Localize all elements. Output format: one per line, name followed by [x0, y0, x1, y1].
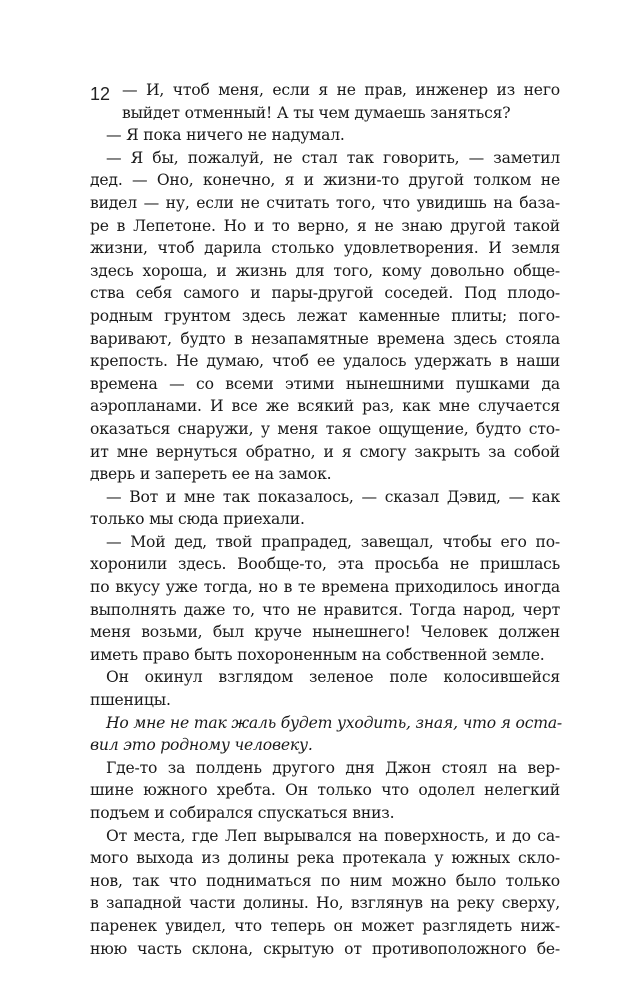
text-line: ре в Лепетоне. Но и то верно, я не знаю другой такой: [90, 216, 560, 235]
text-line: вил это родному человеку.: [90, 736, 313, 755]
text-line: крепость. Не думаю, чтоб ее удалось удержать в наши: [90, 352, 560, 371]
text-line: мого выхода из долины река протекала у южных скло-: [90, 849, 560, 868]
text-line: хоронили здесь. Вообще-то, эта просьба не пришлась: [90, 555, 560, 574]
text-line: паренек увидел, что теперь он может разглядеть ниж-: [90, 916, 560, 935]
text-line: подъем и собирался спускаться вниз.: [90, 804, 395, 822]
text-line: времена — со всеми этими нынешними пушками да: [90, 374, 560, 393]
text-line: выйдет отменный! А ты чем думаешь заняться?: [122, 103, 511, 122]
text-line: — Вот и мне так показалось, — сказал Дэвид, — как: [106, 487, 560, 506]
text-line: пшеницы.: [90, 691, 171, 710]
body-text: [90, 79, 560, 960]
text-line: меня возьми, был круче нынешнего! Человек должен: [90, 623, 560, 642]
text-line: в западной части долины. Но, взглянув на реку сверху,: [90, 894, 560, 913]
text-line: дверь и запереть ее на замок.: [90, 465, 332, 484]
text-line: шине южного хребта. Он только что одолел нелегкий: [90, 781, 560, 800]
text-line: здесь хороша, и жизнь для того, кому довольно обще-: [90, 261, 560, 280]
text-line: иметь право быть похороненным на собственной земле.: [90, 645, 545, 664]
text-line: ства себя самого и пары-другой соседей. Под плодо-: [90, 284, 560, 303]
text-line: родным грунтом здесь лежат каменные плиты; пого-: [90, 306, 560, 325]
text-line: ит мне вернуться обратно, и я смогу закрыть за собой: [90, 442, 560, 461]
text-line: видел — ну, если не считать того, что увидишь на база-: [90, 193, 560, 212]
page-number: 12: [90, 84, 111, 104]
text-line: Он окинул взглядом зеленое поле колосившейся: [106, 668, 560, 687]
text-line: нов, так что подниматься по ним можно было только: [90, 871, 560, 890]
text-line: дед. — Оно, конечно, я и жизни-то другой толком не: [90, 171, 560, 190]
text-line: варивают, будто в незапамятные времена здесь стояла: [90, 329, 560, 348]
text-line: — Я пока ничего не надумал.: [106, 126, 345, 145]
text-line: — И, чтоб меня, если я не прав, инженер из него: [122, 81, 560, 99]
text-line: Но мне не так жаль будет уходить, зная, что я оста-: [106, 713, 562, 732]
text-line: аэропланами. И все же всякий раз, как мне случается: [90, 397, 560, 416]
text-line: — Я бы, пожалуй, не стал так говорить, — заметил: [106, 148, 560, 167]
text-line: жизни, чтоб дарила столько удовлетворения. И земля: [90, 239, 560, 258]
text-line: по вкусу уже тогда, но в те времена приходилось иногда: [90, 578, 560, 597]
text-line: выполнять даже то, что не нравится. Тогда народ, черт: [90, 600, 560, 619]
text-line: От места, где Леп вырывался на поверхность, и до са-: [106, 826, 560, 845]
text-line: Где-то за полдень другого дня Джон стоял на вер-: [106, 758, 560, 777]
text-line: оказаться снаружи, у меня такое ощущение, будто сто-: [90, 419, 560, 438]
text-line: только мы сюда приехали.: [90, 510, 305, 529]
text-line: нюю часть склона, скрытую от противоположного бе-: [90, 939, 560, 958]
text-line: — Мой дед, твой прапрадед, завещал, чтобы его по-: [106, 532, 560, 551]
